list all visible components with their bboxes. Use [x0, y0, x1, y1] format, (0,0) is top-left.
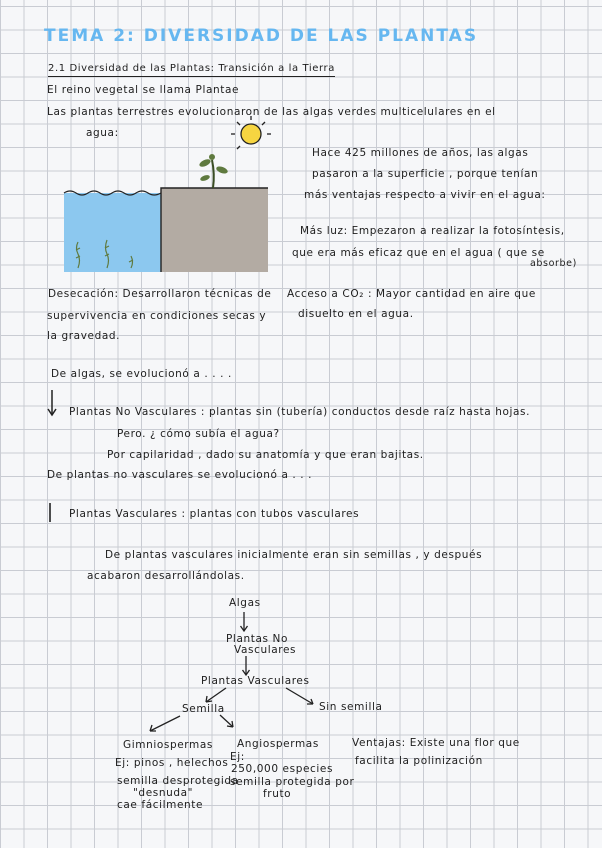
- tree-algas: Algas: [229, 597, 261, 609]
- mas-luz-line-1: Más luz: Empezaron a realizar la fotosíntesis,: [300, 225, 565, 237]
- acceso-line-1: Acceso a CO₂ : Mayor cantidad en aire que: [287, 288, 536, 300]
- hace-line-3: más ventajas respecto a vivir en el agua:: [304, 189, 546, 201]
- angiospermas-ej-label: Ej:: [230, 751, 245, 763]
- ventajas-line-1: Ventajas: Existe una flor que: [352, 737, 520, 749]
- angiospermas-desc-2: fruto: [263, 788, 292, 800]
- sun-icon: [231, 116, 271, 149]
- algas-evolucion-text: De algas, se evolucionó a . . . .: [51, 368, 232, 380]
- tree-arrow-icon: [240, 655, 252, 677]
- desecacion-line-1: Desecación: Desarrollaron técnicas de: [48, 288, 272, 300]
- algae-icon: [76, 240, 133, 268]
- hace-line-2: pasaron a la superficie , porque tenían: [312, 168, 539, 180]
- gimnospermas-desc-2: "desnuda": [133, 787, 194, 799]
- tree-arrow-icon: [238, 611, 250, 633]
- tree-semilla: Semilla: [182, 703, 225, 715]
- land-area: [161, 188, 268, 272]
- ventajas-line-2: facilita la polinización: [355, 755, 483, 767]
- page-title: TEMA 2: DIVERSIDAD DE LAS PLANTAS: [44, 26, 479, 46]
- acceso-line-2: disuelto en el agua.: [298, 308, 414, 320]
- desecacion-line-2: supervivencia en condiciones secas y: [47, 310, 267, 322]
- angiospermas-desc-1: semilla protegida por: [230, 776, 355, 788]
- section-heading: 2.1 Diversidad de las Plantas: Transición a la Tierra: [48, 63, 335, 77]
- gimnospermas-desc-3: cae fácilmente: [117, 799, 204, 811]
- mas-luz-line-3: absorbe): [530, 258, 577, 269]
- bar-marker-icon: [47, 502, 53, 524]
- intro-line-1: Las plantas terrestres evolucionaron de las algas verdes multicelulares en el: [47, 106, 496, 118]
- angiospermas-ejemplo: 250,000 especies: [231, 763, 334, 775]
- vasculares-line: Plantas Vasculares : plantas con tubos vasculares: [69, 508, 360, 520]
- gimnospermas-ejemplo: Ej: pinos , helechos: [115, 757, 229, 769]
- hace-line-1: Hace 425 millones de años, las algas: [312, 147, 529, 159]
- plant-icon: [198, 154, 228, 188]
- desecacion-line-3: la gravedad.: [47, 330, 121, 342]
- semillas-line-1: De plantas vasculares inicialmente eran sin semillas , y después: [105, 549, 483, 561]
- down-arrow-icon: [46, 388, 58, 418]
- mas-luz-line-2: que era más eficaz que en el agua ( que se: [292, 247, 545, 259]
- tree-angiospermas: Angiospermas: [237, 738, 319, 750]
- semillas-line-2: acabaron desarrollándolas.: [87, 570, 245, 582]
- no-vasculares-line-3: Por capilaridad , dado su anatomía y que eran bajitas.: [107, 449, 424, 461]
- gimnospermas-desc-1: semilla desprotegida: [117, 775, 239, 787]
- no-vasculares-line-1: Plantas No Vasculares : plantas sin (tubería) conductos desde raíz hasta hojas.: [69, 406, 531, 418]
- tree-sin-semilla: Sin semilla: [319, 701, 383, 713]
- reino-text: El reino vegetal se llama Plantae: [47, 84, 240, 96]
- tree-no-vasculares-2: Vasculares: [234, 644, 297, 656]
- intro-line-2: agua:: [86, 127, 119, 139]
- tree-vasculares: Plantas Vasculares: [201, 675, 310, 687]
- tree-no-vasculares-1: Plantas No: [226, 633, 288, 645]
- tree-gimnospermas: Gimniospermas: [123, 739, 213, 751]
- no-vasculares-evolucion-text: De plantas no vasculares se evolucionó a . . .: [47, 469, 313, 481]
- no-vasculares-line-2: Pero. ¿ cómo subía el agua?: [117, 428, 280, 440]
- water-area: [64, 193, 161, 272]
